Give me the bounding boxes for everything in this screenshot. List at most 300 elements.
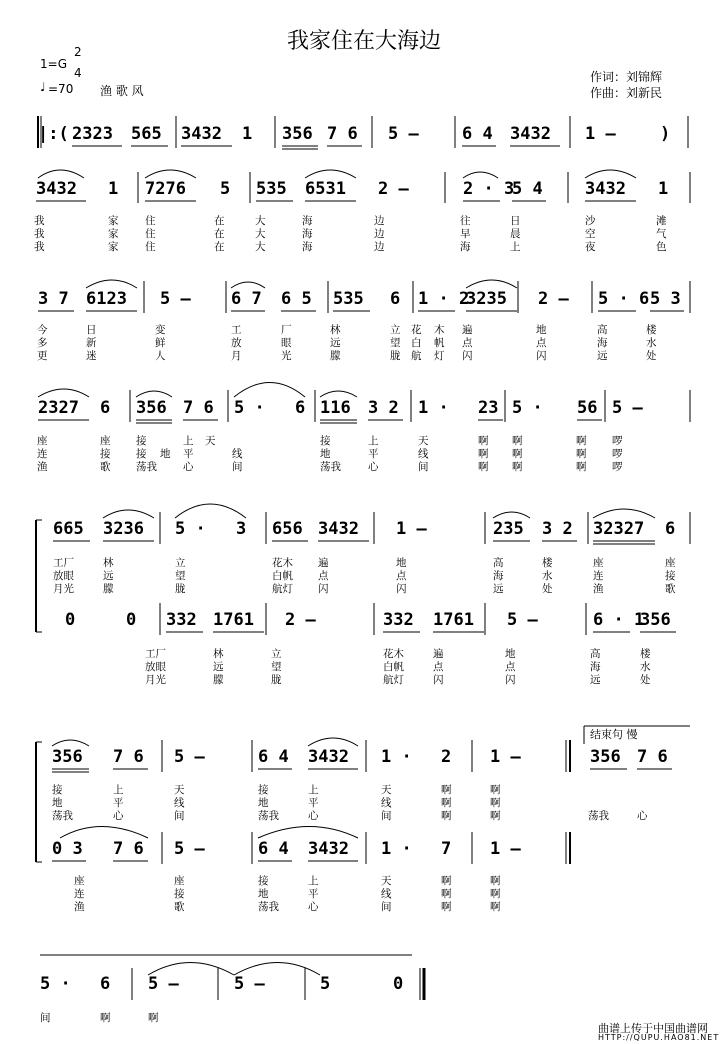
lyric-word: 住 (145, 215, 156, 227)
note-group: 0 (65, 610, 76, 630)
lyric-word: 海 (597, 337, 608, 349)
note-group: |:( (38, 124, 69, 144)
note-group: 1 · 2 (418, 289, 470, 309)
lyric-word: 上 (510, 241, 521, 253)
lyric-word: 我 (34, 241, 45, 253)
lyric-word: 啊 (576, 448, 587, 460)
note-group: 3 7 (38, 289, 69, 309)
composer-credit: 作曲：刘新民 (590, 86, 663, 100)
note-group: 332 (166, 610, 197, 630)
lyric-word: 线 (381, 797, 392, 809)
note-group: 5 – (612, 398, 643, 418)
lyric-word: 啊 (441, 901, 452, 913)
lyric-word: 闪 (462, 350, 473, 362)
lyric-word: 啰 (612, 448, 623, 460)
lyric-word: 胧 (390, 350, 401, 362)
lyric-word: 歌 (665, 583, 676, 595)
lyric-word: 啊 (490, 810, 501, 822)
footer-site-name: 曲谱上传于中国曲谱网 (598, 1022, 708, 1035)
lyric-word: 心 (113, 810, 124, 822)
lyric-word: 迷 (86, 350, 97, 362)
note-group: 535 (333, 289, 364, 309)
lyric-word: 心 (308, 810, 319, 822)
lyric-word: 啊 (478, 448, 489, 460)
note-group: 1 – (585, 124, 616, 144)
lyric-word: 啊 (512, 461, 523, 473)
lyric-word: 大 (255, 228, 266, 240)
lyric-word: 立 (271, 648, 282, 660)
note-group: 3 2 (542, 519, 573, 539)
note-group: 3432 (308, 839, 349, 859)
note-group: 6 (665, 519, 676, 539)
lyric-word: 间 (381, 810, 392, 822)
lyric-word: 滩 (656, 215, 667, 227)
lyric-word: 心 (183, 461, 194, 473)
quarter-note-icon: ♩ (40, 80, 46, 94)
lyric-word: 大 (255, 241, 266, 253)
time-signature-top: 2 (74, 45, 82, 59)
lyric-word: 啊 (512, 448, 523, 460)
note-group: 6 7 (231, 289, 262, 309)
lyric-word: 处 (646, 350, 657, 362)
note-group: ) (660, 124, 671, 144)
lyric-word: 更 (37, 350, 48, 362)
lyric-word: 楼 (640, 648, 651, 660)
lyric-word: 朦 (330, 350, 341, 362)
lyric-word: 白帆 (272, 570, 293, 582)
note-group: 1 · (418, 398, 449, 418)
lyric-word: 处 (640, 674, 651, 686)
lyric-word: 夜 (585, 241, 596, 253)
lyric-word: 啊 (441, 797, 452, 809)
lyric-word: 点 (462, 337, 473, 349)
note-group: 1 · (381, 747, 412, 767)
note-group: 7 6 (183, 398, 214, 418)
note-group: 5 – (234, 974, 265, 994)
lyric-word: 立 (390, 324, 401, 336)
lyric-word: 日 (510, 215, 521, 227)
lyric-word: 歌 (100, 461, 111, 473)
lyric-word: 上 (368, 435, 379, 447)
lyric-word: 我 (34, 215, 45, 227)
note-group: 5 · (175, 519, 206, 539)
note-group: 3432 (308, 747, 349, 767)
lyric-word: 花木 (383, 648, 404, 660)
lyric-word: 望 (271, 661, 282, 673)
lyric-word: 接 (52, 784, 63, 796)
lyric-word: 人 (155, 350, 166, 362)
note-group: 5 · (40, 974, 71, 994)
lyric-word: 在 (214, 228, 225, 240)
lyric-word: 今 (37, 324, 48, 336)
note-group: 5 – (507, 610, 538, 630)
lyric-word: 远 (213, 661, 224, 673)
lyric-word: 接 (665, 570, 676, 582)
lyric-word: 间 (232, 461, 243, 473)
note-group: 6 4 (462, 124, 493, 144)
note-group: 3432 (318, 519, 359, 539)
lyric-word: 远 (103, 570, 114, 582)
note-group: 5 (220, 179, 231, 199)
lyric-word: 座 (174, 875, 185, 887)
lyric-word: 荡我 (258, 901, 279, 913)
lyric-word: 连 (74, 888, 85, 900)
lyric-word: 月光 (145, 674, 166, 686)
note-group: 7 6 (113, 839, 144, 859)
note-group: 2 – (538, 289, 569, 309)
note-group: 7276 (145, 179, 186, 199)
lyric-word: 处 (542, 583, 553, 595)
lyric-word: 在 (214, 215, 225, 227)
lyric-word: 平 (368, 448, 379, 460)
lyric-word: 楼 (646, 324, 657, 336)
lyric-word: 线 (232, 448, 243, 460)
lyric-word: 鲜 (155, 337, 166, 349)
note-group: 5 · 6 (598, 289, 650, 309)
lyric-word: 连 (593, 570, 604, 582)
note-group: 3432 (36, 179, 77, 199)
lyric-word: 远 (597, 350, 608, 362)
note-group: 356 (136, 398, 167, 418)
lyric-word: 地 (536, 324, 547, 336)
lyric-word: 多 (37, 337, 48, 349)
note-group: 1761 (213, 610, 254, 630)
footer-url: HTTP://QUPU.HAO81.NET (598, 1033, 720, 1042)
lyric-word: 啊 (490, 797, 501, 809)
lyric-word: 我 (34, 228, 45, 240)
lyric-word: 座 (593, 557, 604, 569)
note-group: 7 6 (113, 747, 144, 767)
lyric-word: 渔 (37, 461, 48, 473)
lyric-word: 线 (174, 797, 185, 809)
lyric-word: 地 (505, 648, 516, 660)
lyric-word: 海 (590, 661, 601, 673)
note-group: 1 (658, 179, 669, 199)
lyric-word: 灯 (434, 350, 445, 362)
lyric-word: 线 (381, 888, 392, 900)
note-group: 5 · (512, 398, 543, 418)
lyric-word: 胧 (271, 674, 282, 686)
lyric-word: 歌 (174, 901, 185, 913)
lyric-word: 家 (108, 241, 119, 253)
song-title: 我家住在大海边 (286, 29, 441, 54)
lyric-word: 白帆 (383, 661, 404, 673)
lyric-word: 放眼 (53, 570, 74, 582)
lyric-word: 航 (411, 350, 422, 362)
lyric-word: 家 (108, 228, 119, 240)
lyric-word: 点 (433, 661, 444, 673)
lyric-word: 海 (460, 241, 471, 253)
lyric-word: 航灯 (272, 583, 293, 595)
lyric-word: 啊 (441, 875, 452, 887)
note-group: 5 – (148, 974, 179, 994)
note-group: 5 (320, 974, 331, 994)
lyric-word: 啊 (148, 1012, 159, 1024)
lyric-word: 海 (302, 241, 313, 253)
note-group: 0 3 (52, 839, 83, 859)
note-group: 3432 (181, 124, 222, 144)
note-group: 1 (108, 179, 119, 199)
lyric-word: 啊 (441, 784, 452, 796)
note-group: 116 (320, 398, 351, 418)
lyric-word: 胧 (175, 583, 186, 595)
lyric-word: 远 (493, 583, 504, 595)
lyric-word: 啰 (612, 461, 623, 473)
note-group: 7 6 (637, 747, 668, 767)
lyric-word: 闪 (433, 674, 444, 686)
note-group: 32327 (593, 519, 645, 539)
lyric-word: 接 (258, 875, 269, 887)
lyric-word: 上 (113, 784, 124, 796)
note-group: 6 4 (258, 747, 289, 767)
lyric-word: 上 (183, 435, 194, 447)
note-group: 6 (100, 974, 111, 994)
lyric-word: 地 (258, 888, 269, 900)
lyric-word: 边 (374, 228, 385, 240)
lyric-word: 地 (52, 797, 63, 809)
lyric-word: 空 (585, 228, 596, 240)
lyric-word: 点 (505, 661, 516, 673)
lyric-word: 水 (542, 570, 553, 582)
lyric-word: 闪 (505, 674, 516, 686)
lyric-word: 接 (136, 435, 147, 447)
note-group: 535 (256, 179, 287, 199)
lyric-word: 住 (145, 241, 156, 253)
note-group: 7 (441, 839, 452, 859)
lyric-word: 楼 (542, 557, 553, 569)
lyric-word: 林 (103, 557, 114, 569)
note-group: 2323 (72, 124, 113, 144)
note-group: 6 (295, 398, 306, 418)
key-signature: 1=G (40, 57, 67, 71)
lyric-word: 远 (330, 337, 341, 349)
lyric-word: 高 (493, 557, 504, 569)
lyric-word: 水 (640, 661, 651, 673)
note-group: 3 2 (368, 398, 399, 418)
lyric-word: 地 (160, 448, 171, 460)
lyric-word: 晨 (510, 228, 521, 240)
lyric-word: 放 (231, 337, 242, 349)
lyric-word: 望 (390, 337, 401, 349)
lyric-word: 天 (381, 875, 392, 887)
lyric-word: 荡我 (258, 810, 279, 822)
lyric-word: 航灯 (383, 674, 404, 686)
lyric-word: 海 (493, 570, 504, 582)
lyric-word: 天 (381, 784, 392, 796)
lyric-word: 高 (597, 324, 608, 336)
lyric-word: 啊 (478, 435, 489, 447)
lyric-word: 心 (308, 901, 319, 913)
tempo-marking: =70 (48, 82, 74, 96)
lyric-word: 朦 (213, 674, 224, 686)
lyric-word: 花 (411, 324, 422, 336)
note-group: 656 (272, 519, 303, 539)
lyric-word: 住 (145, 228, 156, 240)
note-group: 6 4 (258, 839, 289, 859)
lyric-word: 点 (318, 570, 329, 582)
lyricist-credit: 作词：刘锦辉 (590, 70, 663, 84)
lyric-word: 花木 (272, 557, 293, 569)
lyric-word: 海 (302, 215, 313, 227)
note-group: 2 – (378, 179, 409, 199)
note-group: 356 (52, 747, 83, 767)
lyric-word: 远 (590, 674, 601, 686)
lyric-word: 座 (100, 435, 111, 447)
lyric-word: 荡我 (320, 461, 341, 473)
note-group: 1 (242, 124, 253, 144)
lyric-word: 接 (100, 448, 111, 460)
note-group: 6 (390, 289, 401, 309)
lyric-word: 大 (255, 215, 266, 227)
note-group: 1761 (433, 610, 474, 630)
note-group: 665 (53, 519, 84, 539)
lyric-word: 闪 (536, 350, 547, 362)
lyric-word: 月 (231, 350, 242, 362)
lyric-word: 线 (418, 448, 429, 460)
lyric-word: 遍 (433, 648, 444, 660)
lyric-word: 间 (381, 901, 392, 913)
note-group: 2 · 3 (463, 179, 515, 199)
lyric-word: 接 (258, 784, 269, 796)
lyric-word: 平 (308, 888, 319, 900)
lyric-word: 木 (434, 324, 445, 336)
lyric-word: 朦 (103, 583, 114, 595)
lyric-word: 变 (155, 324, 166, 336)
lyric-word: 心 (637, 810, 648, 822)
lyric-word: 天 (418, 435, 429, 447)
lyric-word: 上 (308, 875, 319, 887)
note-group: 5 – (174, 839, 205, 859)
lyric-word: 啊 (478, 461, 489, 473)
note-group: 0 (393, 974, 404, 994)
lyric-word: 天 (205, 435, 216, 447)
style-marking: 渔 歌 风 (100, 84, 144, 98)
note-group: 3236 (103, 519, 144, 539)
lyric-word: 啊 (576, 461, 587, 473)
note-group: 6123 (86, 289, 127, 309)
lyric-word: 连 (37, 448, 48, 460)
note-group: 5 · (234, 398, 265, 418)
lyric-word: 平 (308, 797, 319, 809)
lyric-word: 工 (231, 324, 242, 336)
lyric-word: 帆 (434, 337, 445, 349)
note-group: 5 – (160, 289, 191, 309)
lyric-word: 家 (108, 215, 119, 227)
lyric-word: 沙 (585, 215, 596, 227)
note-group: 6 5 (281, 289, 312, 309)
lyric-word: 新 (86, 337, 97, 349)
note-group: 1 · (381, 839, 412, 859)
ending-label: 结束句 慢 (590, 728, 638, 741)
lyric-word: 啊 (100, 1012, 111, 1024)
lyric-word: 边 (374, 241, 385, 253)
lyric-word: 月光 (53, 583, 74, 595)
lyric-word: 渔 (74, 901, 85, 913)
note-group: 7 6 (327, 124, 358, 144)
lyric-word: 气 (656, 228, 667, 240)
lyric-word: 林 (213, 648, 224, 660)
note-group: 6 · 1 (593, 610, 645, 630)
lyric-word: 闪 (318, 583, 329, 595)
lyric-word: 眼 (281, 337, 292, 349)
lyric-word: 林 (330, 324, 341, 336)
note-group: 5 – (174, 747, 205, 767)
lyric-word: 座 (37, 435, 48, 447)
note-group: 1 – (396, 519, 427, 539)
lyric-word: 早 (460, 228, 471, 240)
note-group: 0 (126, 610, 137, 630)
lyric-word: 荡我 (588, 810, 609, 822)
note-group: 6531 (305, 179, 346, 199)
lyric-word: 接 (136, 448, 147, 460)
note-group: 6 (100, 398, 111, 418)
note-group: 356 (282, 124, 313, 144)
note-group: 2327 (38, 398, 79, 418)
lyric-word: 海 (302, 228, 313, 240)
note-group: 356 (640, 610, 671, 630)
note-group: 5 – (388, 124, 419, 144)
lyric-word: 点 (396, 570, 407, 582)
lyric-word: 遍 (462, 324, 473, 336)
lyric-word: 啊 (490, 901, 501, 913)
lyric-word: 上 (308, 784, 319, 796)
lyric-word: 地 (258, 797, 269, 809)
lyric-word: 接 (174, 888, 185, 900)
lyric-word: 日 (86, 324, 97, 336)
note-group: 5 3 (650, 289, 681, 309)
lyric-word: 往 (460, 215, 471, 227)
lyric-word: 啊 (576, 435, 587, 447)
lyric-word: 间 (174, 810, 185, 822)
lyric-word: 天 (174, 784, 185, 796)
lyric-word: 工厂 (53, 557, 74, 569)
lyric-word: 工厂 (145, 648, 166, 660)
note-group: 2 (441, 747, 452, 767)
note-group: 356 (590, 747, 621, 767)
lyric-word: 啊 (490, 875, 501, 887)
lyric-word: 水 (646, 337, 657, 349)
lyric-word: 点 (536, 337, 547, 349)
lyric-word: 白 (411, 337, 422, 349)
note-group: 3432 (510, 124, 551, 144)
lyric-word: 平 (113, 797, 124, 809)
note-group: 332 (383, 610, 414, 630)
lyric-word: 立 (175, 557, 186, 569)
lyric-word: 地 (320, 448, 331, 460)
lyric-word: 啰 (612, 435, 623, 447)
note-group: 3432 (585, 179, 626, 199)
lyric-word: 平 (183, 448, 194, 460)
lyric-word: 渔 (593, 583, 604, 595)
note-group: 1 – (490, 747, 521, 767)
lyric-word: 望 (175, 570, 186, 582)
lyric-word: 遍 (318, 557, 329, 569)
note-group: 3235 (466, 289, 507, 309)
lyric-word: 闪 (396, 583, 407, 595)
lyric-word: 光 (281, 350, 292, 362)
note-group: 1 – (490, 839, 521, 859)
lyric-word: 地 (396, 557, 407, 569)
lyric-word: 厂 (281, 324, 292, 336)
lyric-word: 在 (214, 241, 225, 253)
note-group: 3 (236, 519, 247, 539)
lyric-word: 啊 (441, 810, 452, 822)
time-signature-bottom: 4 (74, 66, 82, 80)
lyric-word: 接 (320, 435, 331, 447)
lyric-word: 间 (418, 461, 429, 473)
lyric-word: 啊 (490, 784, 501, 796)
lyric-word: 座 (74, 875, 85, 887)
